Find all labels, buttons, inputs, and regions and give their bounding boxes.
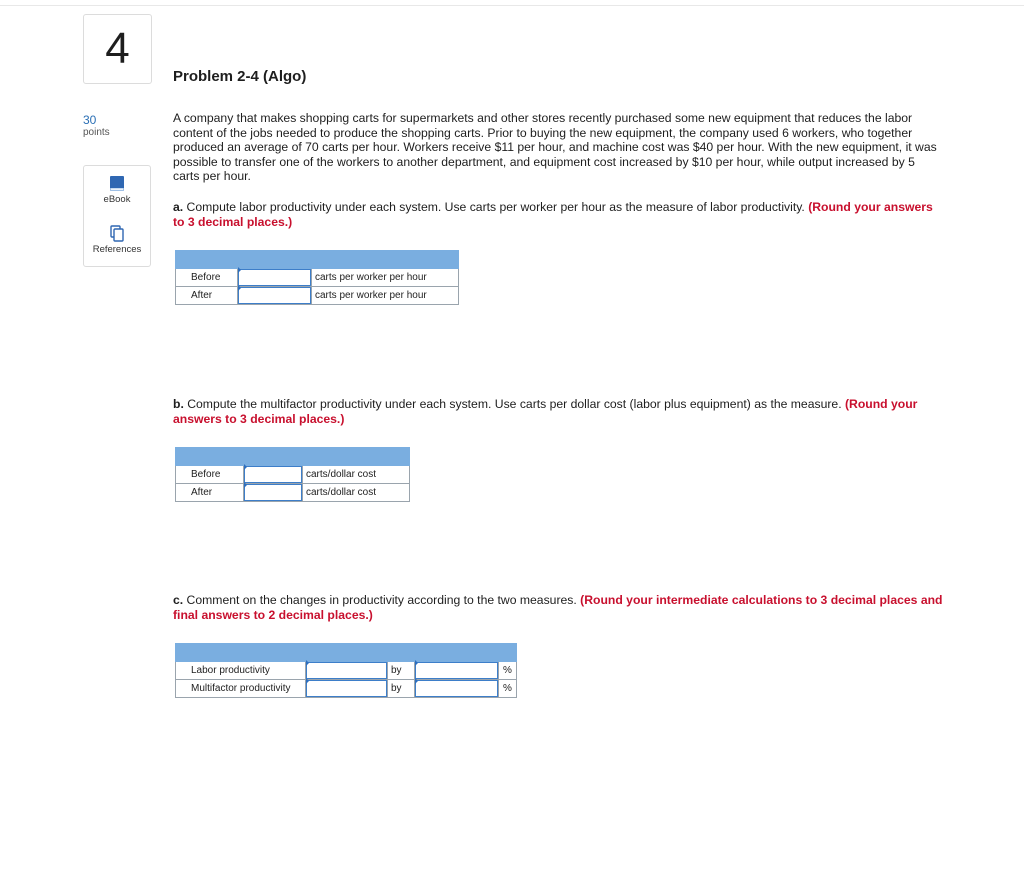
- points-label: points: [83, 127, 110, 138]
- input-flag-icon: [306, 660, 309, 666]
- table-header: [176, 644, 517, 662]
- row-label: Before: [176, 466, 244, 484]
- references-link[interactable]: [84, 225, 150, 255]
- part-c-table: [175, 643, 517, 698]
- multifactor-change-direction-input[interactable]: [306, 680, 387, 697]
- part-a-instruction: (Round your answers to 3 decimal places.): [173, 200, 933, 229]
- multifactor-change-percent-input[interactable]: [415, 680, 498, 697]
- problem-description: A company that makes shopping carts for supermarkets and other stores recently purchased some new equipment that reduces the labor content of the jobs needed to produce the shopping carts. Prior to buying the new equipment, the company used 6 workers, who together produced an average of 70 carts per hour. Workers receive $11 per hour, and machine cost was $40 per hour. With the new equipment, it was possible to transfer one of the workers to another department, and equipment cost increased by $10 per hour, while output increased by 5 carts per hour.: [173, 111, 937, 184]
- part-b-text: Compute the multifactor productivity under each system. Use carts per dollar cost (labor plus equipment) as the measure.: [183, 397, 845, 411]
- ebook-label: eBook: [103, 194, 131, 205]
- problem-title: Problem 2-4 (Algo): [173, 68, 307, 85]
- multifactor-after-input[interactable]: [244, 484, 302, 501]
- input-flag-icon: [238, 285, 241, 291]
- table-row: [176, 287, 459, 305]
- part-a-prompt: [173, 200, 943, 229]
- row-label: After: [176, 287, 238, 305]
- unit-label: carts/dollar cost: [303, 466, 410, 484]
- part-a-text: Compute labor productivity under each system. Use carts per worker per hour as the measure of labor productivity.: [183, 200, 809, 214]
- part-c-text: Comment on the changes in productivity according to the two measures.: [183, 593, 581, 607]
- top-divider: [0, 5, 1024, 6]
- row-label: After: [176, 484, 244, 502]
- multifactor-before-input[interactable]: [244, 466, 302, 483]
- answer-cell: [244, 466, 303, 484]
- input-flag-icon: [415, 660, 418, 666]
- by-label: by: [388, 680, 415, 698]
- row-label: Before: [176, 269, 238, 287]
- answer-cell: [306, 680, 388, 698]
- percent-label: %: [499, 680, 517, 698]
- row-label: Multifactor productivity: [176, 680, 306, 698]
- table-header: [176, 251, 459, 269]
- part-b-prompt: [173, 397, 943, 426]
- book-icon: [109, 175, 125, 192]
- answer-cell: [238, 269, 312, 287]
- table-row: [176, 680, 517, 698]
- labor-before-input[interactable]: [238, 269, 311, 286]
- input-flag-icon: [244, 482, 247, 488]
- part-a-letter: a.: [173, 200, 184, 214]
- answer-cell: [415, 662, 499, 680]
- resources-panel: [83, 165, 151, 267]
- labor-change-percent-input[interactable]: [415, 662, 498, 679]
- table-row: [176, 662, 517, 680]
- part-c-instruction: (Round your intermediate calculations to 3 decimal places and final answers to 2 decimal places.): [173, 593, 943, 622]
- labor-change-direction-input[interactable]: [306, 662, 387, 679]
- part-c-letter: c.: [173, 593, 184, 607]
- input-flag-icon: [244, 464, 247, 470]
- unit-label: carts per worker per hour: [312, 287, 459, 305]
- row-label: Labor productivity: [176, 662, 306, 680]
- references-icon: [109, 225, 125, 242]
- table-row: [176, 484, 410, 502]
- part-b-letter: b.: [173, 397, 184, 411]
- unit-label: carts per worker per hour: [312, 269, 459, 287]
- part-b-instruction: (Round your answers to 3 decimal places.): [173, 397, 918, 426]
- unit-label: carts/dollar cost: [303, 484, 410, 502]
- answer-cell: [415, 680, 499, 698]
- part-a-table: [175, 250, 459, 305]
- percent-label: %: [499, 662, 517, 680]
- answer-cell: [238, 287, 312, 305]
- answer-cell: [244, 484, 303, 502]
- table-row: [176, 466, 410, 484]
- labor-after-input[interactable]: [238, 287, 311, 304]
- ebook-link[interactable]: [84, 175, 150, 205]
- references-label: References: [92, 244, 142, 255]
- table-row: [176, 269, 459, 287]
- by-label: by: [388, 662, 415, 680]
- points-value: 30: [83, 113, 97, 127]
- input-flag-icon: [306, 678, 309, 684]
- part-c-prompt: [173, 593, 943, 622]
- part-b-table: [175, 447, 410, 502]
- question-number: 4: [83, 14, 152, 84]
- input-flag-icon: [415, 678, 418, 684]
- answer-cell: [306, 662, 388, 680]
- input-flag-icon: [238, 267, 241, 273]
- table-header: [176, 448, 410, 466]
